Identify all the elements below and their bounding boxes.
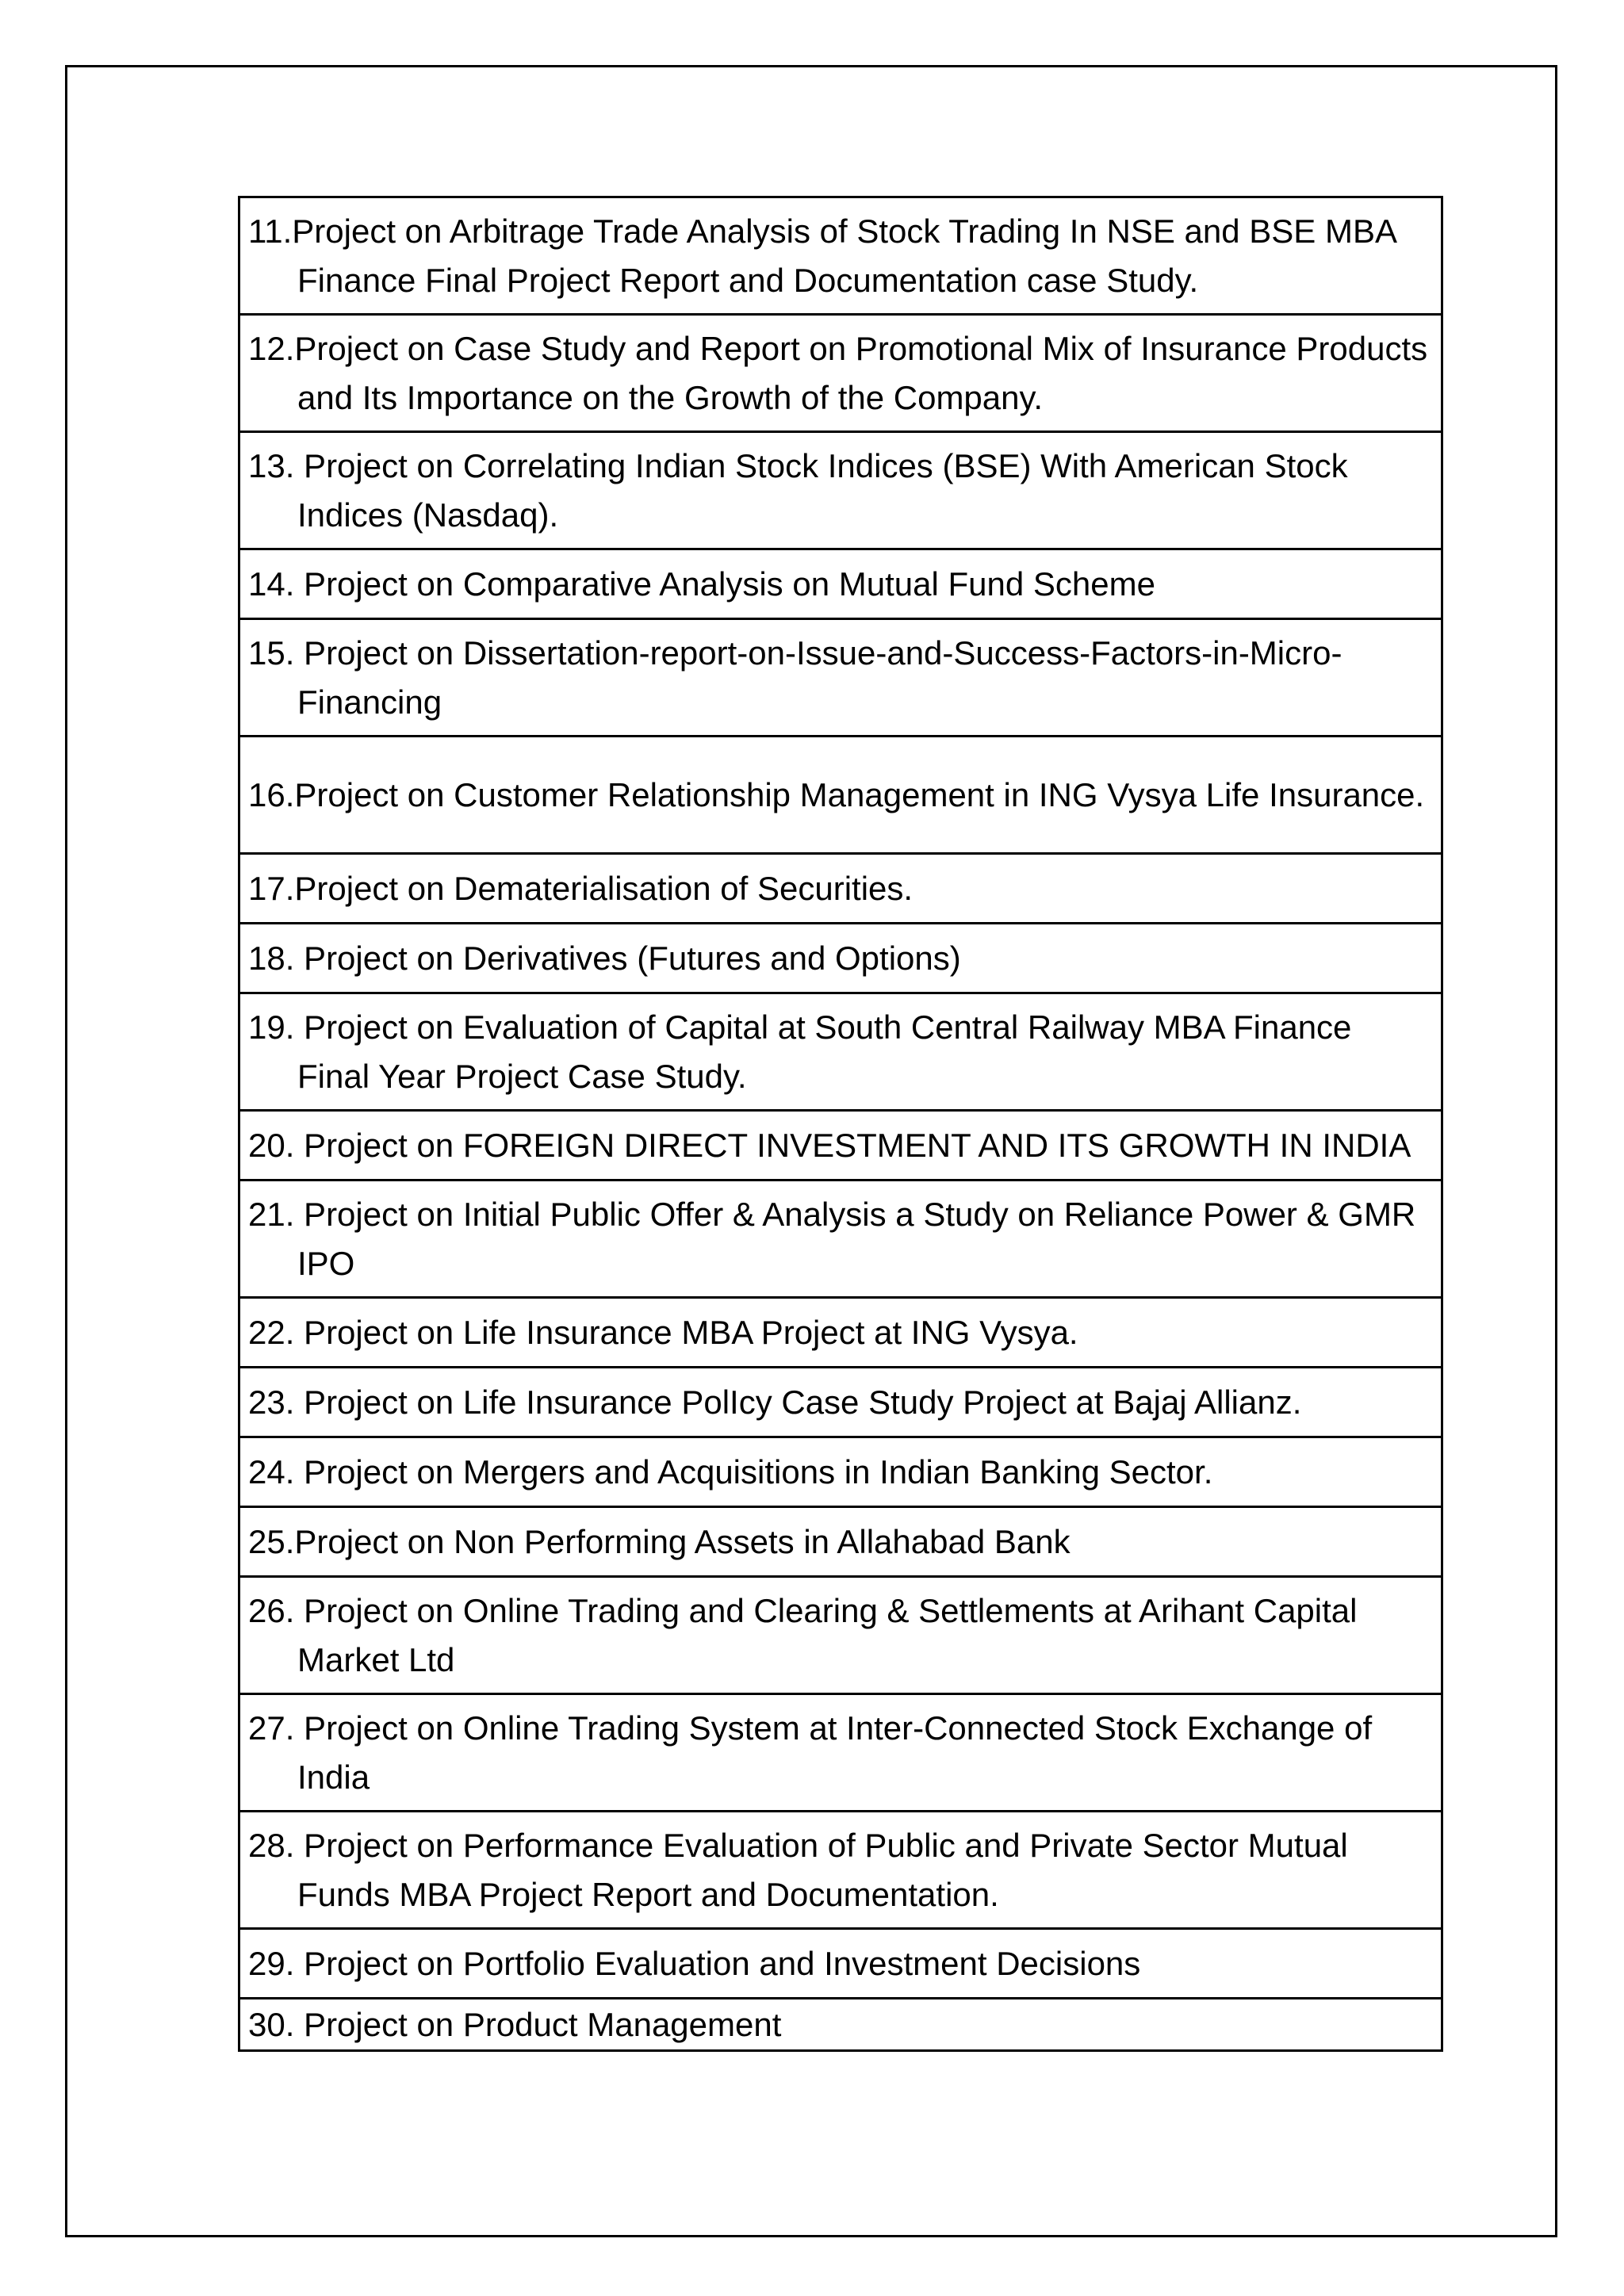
project-cell <box>239 197 1442 315</box>
project-cell <box>239 854 1442 924</box>
table-row <box>239 854 1442 924</box>
table-row <box>239 549 1442 619</box>
project-title: 23. Project on Life Insurance PolIcy Case Study Project at Bajaj Allianz. <box>248 1383 1302 1421</box>
project-cell <box>239 1694 1442 1812</box>
table-row <box>239 315 1442 432</box>
project-title: 14. Project on Comparative Analysis on Mutual Fund Scheme <box>248 564 1155 603</box>
project-title: 13. Project on Correlating Indian Stock Indices (BSE) With American Stock Indices (Nasdaq). <box>248 446 1348 534</box>
table-row <box>239 1577 1442 1694</box>
project-title: 19. Project on Evaluation of Capital at South Central Railway MBA Finance Final Year Project Case Study. <box>248 1008 1352 1095</box>
project-title: 22. Project on Life Insurance MBA Project at ING Vysya. <box>248 1313 1078 1351</box>
table-row <box>239 432 1442 549</box>
project-title: 28. Project on Performance Evaluation of Public and Private Sector Mutual Funds MBA Project Report and Documentation. <box>248 1826 1348 1913</box>
project-title: 12.Project on Case Study and Report on Promotional Mix of Insurance Products and Its Importance on the Growth of the Company. <box>248 329 1428 416</box>
project-title: 15. Project on Dissertation-report-on-Issue-and-Success-Factors-in-Micro-Financing <box>248 633 1342 721</box>
table-row <box>239 1437 1442 1507</box>
table-row <box>239 1298 1442 1368</box>
project-title: 11.Project on Arbitrage Trade Analysis of Stock Trading In NSE and BSE MBA Finance Final Project Report and Documentation case Study. <box>248 212 1396 299</box>
project-title: 17.Project on Dematerialisation of Securities. <box>248 869 914 907</box>
table-row <box>239 1181 1442 1298</box>
project-title: 24. Project on Mergers and Acquisitions in Indian Banking Sector. <box>248 1452 1213 1490</box>
project-cell <box>239 993 1442 1111</box>
project-title: 20. Project on FOREIGN DIRECT INVESTMENT AND ITS GROWTH IN INDIA <box>248 1126 1411 1164</box>
project-cell <box>239 1507 1442 1577</box>
project-title: 21. Project on Initial Public Offer & Analysis a Study on Reliance Power & GMR IPO <box>248 1195 1416 1282</box>
table-row <box>239 924 1442 993</box>
project-title: 30. Project on Product Management <box>248 2005 782 2043</box>
project-cell <box>239 1999 1442 2051</box>
project-cell <box>239 1929 1442 1999</box>
project-cell <box>239 924 1442 993</box>
table-row <box>239 1507 1442 1577</box>
project-cell <box>239 1577 1442 1694</box>
table-row <box>239 619 1442 737</box>
project-title: 18. Project on Derivatives (Futures and Options) <box>248 939 961 977</box>
project-cell <box>239 315 1442 432</box>
project-title: 27. Project on Online Trading System at Inter-Connected Stock Exchange of India <box>248 1709 1373 1796</box>
project-cell <box>239 432 1442 549</box>
project-cell <box>239 1437 1442 1507</box>
table-row <box>239 197 1442 315</box>
project-cell <box>239 1181 1442 1298</box>
table-row <box>239 737 1442 854</box>
project-cell <box>239 619 1442 737</box>
project-list-table <box>238 196 1443 2052</box>
table-row <box>239 993 1442 1111</box>
table-row <box>239 1694 1442 1812</box>
project-title: 29. Project on Portfolio Evaluation and Investment Decisions <box>248 1944 1141 1982</box>
project-cell <box>239 1111 1442 1181</box>
table-row <box>239 1812 1442 1929</box>
table-row <box>239 1368 1442 1437</box>
project-cell <box>239 737 1442 854</box>
project-title: 26. Project on Online Trading and Clearing & Settlements at Arihant Capital Market Ltd <box>248 1591 1358 1678</box>
project-cell <box>239 1298 1442 1368</box>
project-cell <box>239 1368 1442 1437</box>
table-row <box>239 1111 1442 1181</box>
project-cell <box>239 549 1442 619</box>
table-row <box>239 1999 1442 2051</box>
table-row <box>239 1929 1442 1999</box>
project-title: 16.Project on Customer Relationship Management in ING Vysya Life Insurance. <box>248 775 1425 813</box>
project-cell <box>239 1812 1442 1929</box>
project-title: 25.Project on Non Performing Assets in Allahabad Bank <box>248 1522 1071 1560</box>
